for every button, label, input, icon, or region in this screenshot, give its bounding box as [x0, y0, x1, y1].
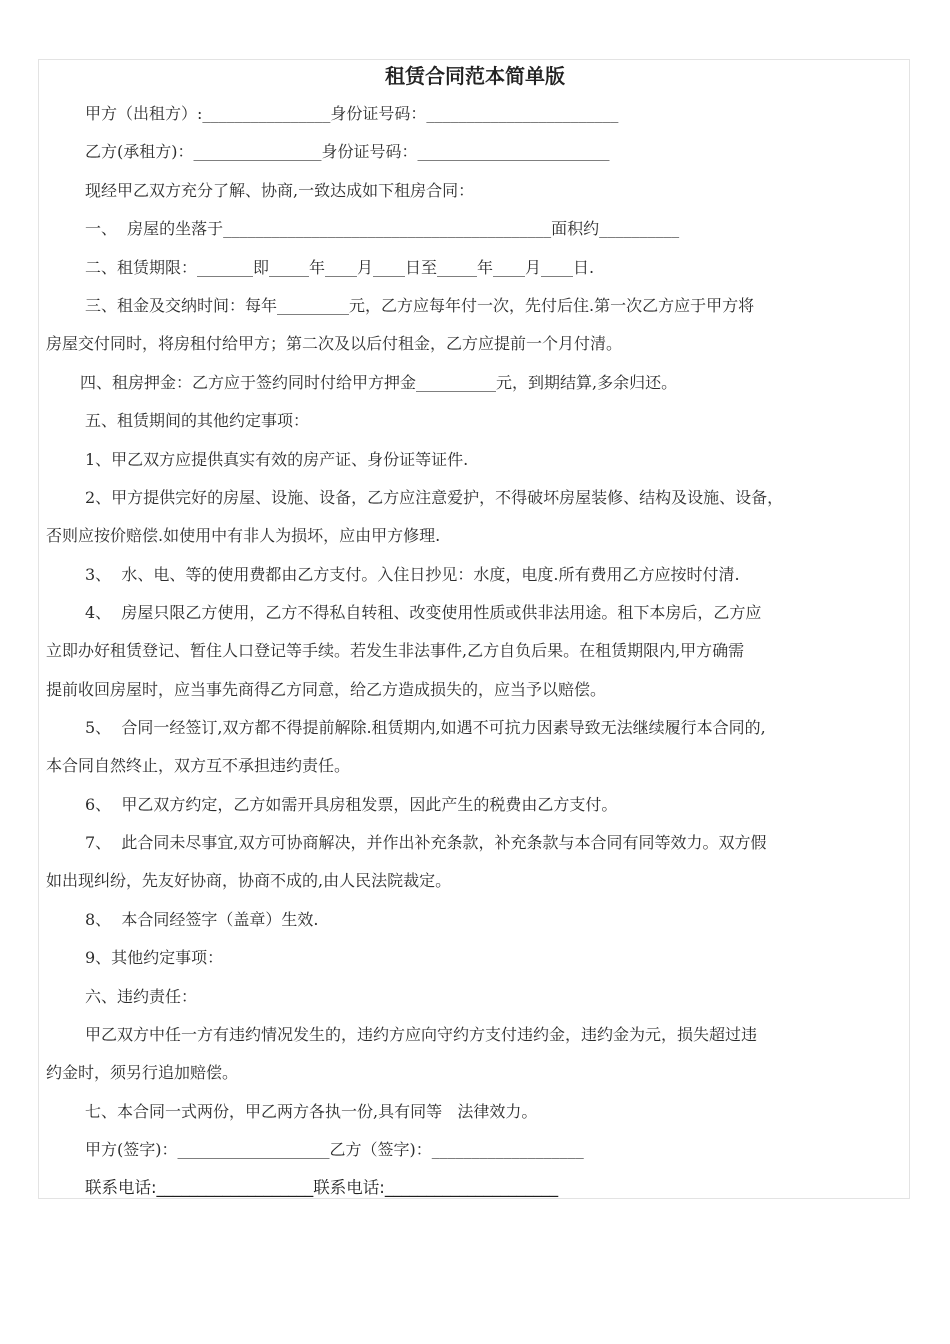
clause-4-deposit: 四、租房押金：乙方应于签约同时付给甲方押金__________元，到期结算,多余归还。	[80, 373, 678, 392]
party-b-line: 乙方(承租方)：________________身份证号码：________________________	[85, 142, 610, 161]
item-9: 9、其他约定事项：	[85, 948, 224, 967]
item-2-cont: 否则应按价赔偿.如使用中有非人为损坏，应由甲方修理.	[46, 526, 441, 545]
clause-2-term: 二、租赁期限：_______即_____年____月____日至_____年____月____日.	[85, 258, 595, 277]
item-5: 5、 合同一经签订,双方都不得提前解除.租赁期内,如遇不可抗力因素导致无法继续履行本合同的,	[85, 718, 766, 737]
item-4: 4、 房屋只限乙方使用，乙方不得私自转租、改变使用性质或供非法用途。租下本房后，乙方应	[85, 603, 762, 622]
clause-5-heading: 五、租赁期间的其他约定事项：	[85, 411, 310, 430]
phone-line: 联系电话:___________________联系电话:_____________________	[85, 1178, 559, 1197]
clause-6-body: 甲乙双方中任一方有违约情况发生的，违约方应向守约方支付违约金，违约金为元，损失超过违	[85, 1025, 758, 1044]
clause-6-body-cont: 约金时，须另行追加赔偿。	[46, 1063, 239, 1082]
item-2: 2、甲方提供完好的房屋、设施、设备，乙方应注意爱护，不得破坏房屋装修、结构及设施、设备，	[85, 488, 784, 507]
clause-7: 七、本合同一式两份，甲乙两方各执一份,具有同等 法律效力。	[85, 1102, 538, 1121]
clause-6-heading: 六、违约责任：	[85, 987, 198, 1006]
signature-line: 甲方(签字)：___________________乙方（签字)：___________________	[85, 1140, 584, 1159]
clause-3-rent: 三、租金及交纳时间：每年_________元，乙方应每年付一次，先付后住.第一次乙方应于甲方将	[85, 296, 755, 315]
item-3: 3、 水、电、等的使用费都由乙方支付。入住日抄见：水度，电度.所有费用乙方应按时付清.	[85, 565, 740, 584]
clause-3-rent-cont: 房屋交付同时，将房租付给甲方；第二次及以后付租金，乙方应提前一个月付清。	[46, 334, 623, 353]
item-5-cont: 本合同自然终止，双方互不承担违约责任。	[46, 756, 351, 775]
item-4-cont-2: 提前收回房屋时，应当事先商得乙方同意，给乙方造成损失的，应当予以赔偿。	[46, 680, 607, 699]
item-4-cont-1: 立即办好租赁登记、暂住人口登记等手续。若发生非法事件,乙方自负后果。在租赁期限内,甲方确需	[46, 641, 745, 660]
clause-1-location: 一、 房屋的坐落于_________________________________________面积约__________	[85, 219, 680, 238]
item-8: 8、 本合同经签字（盖章）生效.	[85, 910, 319, 929]
party-a-line: 甲方（出租方）:________________身份证号码：________________________	[85, 104, 619, 123]
intro-line: 现经甲乙双方充分了解、协商,一致达成如下租房合同：	[85, 181, 475, 200]
item-7-cont: 如出现纠纷，先友好协商，协商不成的,由人民法院裁定。	[46, 871, 452, 890]
item-6: 6、 甲乙双方约定，乙方如需开具房租发票，因此产生的税费由乙方支付。	[85, 795, 618, 814]
item-1: 1、甲乙双方应提供真实有效的房产证、身份证等证件.	[85, 450, 469, 469]
item-7: 7、 此合同未尽事宜,双方可协商解决，并作出补充条款，补充条款与本合同有同等效力。双方假	[85, 833, 767, 852]
document-title: 租赁合同范本简单版	[385, 64, 565, 88]
